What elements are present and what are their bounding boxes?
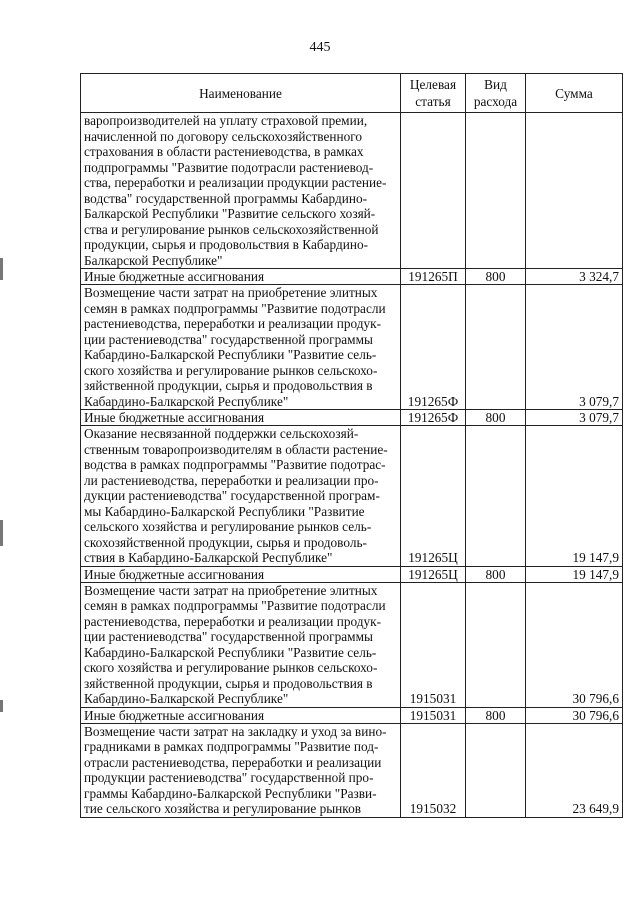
row-name-cell <box>81 707 401 723</box>
column-header-sum-text: Сумма <box>555 85 593 101</box>
row-name-line: Иные бюджетные ассигнования <box>84 269 265 284</box>
row-name-line: растениеводства, переработки и реализации продук- <box>84 316 382 331</box>
row-name-line: ли растениеводства, переработки и реализации про- <box>84 472 379 488</box>
row-kind-cell <box>466 285 526 410</box>
row-sum-cell: 19 147,9 <box>526 426 623 567</box>
table-row <box>81 269 623 285</box>
row-name-line: варопроизводителей на уплату страховой премии, <box>84 113 368 128</box>
row-code-cell: 191265Ф <box>401 285 466 410</box>
row-code-cell: 191265Ц <box>401 566 466 582</box>
row-name-line: Кабардино-Балкарской Республики "Развитие сель- <box>84 644 377 660</box>
row-name-line: водства" государственной программы Кабардино- <box>84 190 368 206</box>
row-name-cell <box>81 285 401 410</box>
row-name-line: Возмещение части затрат на приобретение элитных <box>84 285 378 300</box>
row-kind-cell <box>466 582 526 707</box>
row-name-cell <box>81 582 401 707</box>
row-name-line: Иные бюджетные ассигнования <box>84 410 265 425</box>
row-name-line: ственным товаропроизводителям в области растение- <box>84 441 388 457</box>
row-name-cell <box>81 566 401 582</box>
row-name-cell <box>81 426 401 567</box>
row-code-cell: 1915031 <box>401 582 466 707</box>
table-row <box>81 410 623 426</box>
row-name-cell <box>81 410 401 426</box>
column-header-code-line2: статья <box>415 94 451 109</box>
row-name-line: ского хозяйства и регулирование рынков сельскохо- <box>84 660 378 675</box>
row-name-line: сельского хозяйства и регулирование рынков сель- <box>84 519 372 534</box>
row-sum-cell <box>526 113 623 269</box>
table-row <box>81 566 623 582</box>
table-row <box>81 582 623 707</box>
row-kind-cell <box>466 426 526 567</box>
row-kind-cell: 800 <box>466 410 526 426</box>
column-header-kind-line2: расхода <box>473 94 518 109</box>
table-row <box>81 707 623 723</box>
row-name-line: зяйственной продукции, сырья и продовольствия в <box>84 675 373 691</box>
row-name-line: Балкарской Республике" <box>84 252 223 268</box>
row-name-line: начисленной по договору сельскохозяйственного <box>84 128 363 144</box>
column-header-name <box>81 74 401 113</box>
row-name-line: тие сельского хозяйства и регулирование рынков <box>84 801 361 816</box>
row-name-line: Иные бюджетные ассигнования <box>84 566 265 582</box>
row-sum-cell: 3 079,7 <box>526 285 623 410</box>
row-name-line: страхования в области растениеводства, в рамках <box>84 144 364 159</box>
row-sum-cell: 3 324,7 <box>526 269 623 285</box>
column-header-code-line1: Целевая <box>409 77 457 92</box>
row-name-cell <box>81 723 401 817</box>
row-name-line: семян в рамках подпрограммы "Развитие подотрасли <box>84 598 386 613</box>
row-name-line: продукции, сырья и продовольствия в Кабардино- <box>84 237 369 252</box>
row-name-line: дукции растениеводства" государственной програм- <box>84 488 380 503</box>
column-header-name-text: Наименование <box>199 85 282 101</box>
row-name-line: Кабардино-Балкарской Республики "Развитие сель- <box>84 347 377 362</box>
row-name-line: семян в рамках подпрограммы "Развитие подотрасли <box>84 300 386 316</box>
row-name-line: продукции растениеводства" государственной про- <box>84 770 374 785</box>
row-name-line: ства, переработки и реализации продукции растение- <box>84 175 387 190</box>
row-code-cell: 1915032 <box>401 723 466 817</box>
table-header-row <box>81 74 623 113</box>
row-name-line: водства в рамках подпрограммы "Развитие подотрас- <box>84 457 386 472</box>
table-row <box>81 113 623 269</box>
row-name-line: ции растениеводства" государственной программы <box>84 629 373 644</box>
row-name-line: Возмещение части затрат на приобретение элитных <box>84 582 378 598</box>
row-name-line: растениеводства, переработки и реализации продук- <box>84 613 382 629</box>
row-name-line: Кабардино-Балкарской Республике" <box>84 393 289 409</box>
row-code-cell: 191265Ф <box>401 410 466 426</box>
table-row <box>81 285 623 410</box>
row-name-line: Балкарской Республики "Развитие сельского хозяй- <box>84 206 376 221</box>
column-header-sum <box>526 74 623 113</box>
row-name-line: Кабардино-Балкарской Республике" <box>84 691 289 706</box>
row-name-cell <box>81 113 401 269</box>
row-name-cell <box>81 269 401 285</box>
row-name-line: Возмещение части затрат на закладку и уход за вино- <box>84 723 387 739</box>
row-sum-cell: 3 079,7 <box>526 410 623 426</box>
row-sum-cell: 23 649,9 <box>526 723 623 817</box>
row-name-line: ства и регулирование рынков сельскохозяйственной <box>84 221 379 237</box>
row-sum-cell: 30 796,6 <box>526 582 623 707</box>
row-kind-cell <box>466 723 526 817</box>
row-kind-cell: 800 <box>466 269 526 285</box>
row-kind-cell <box>466 113 526 269</box>
row-name-line: ского хозяйства и регулирование рынков сельскохо- <box>84 362 378 378</box>
table-row <box>81 426 623 567</box>
scan-edge-mark <box>0 520 3 546</box>
row-code-cell: 1915031 <box>401 707 466 723</box>
row-name-line: Оказание несвязанной поддержки сельскохозяй- <box>84 426 359 441</box>
row-sum-cell: 30 796,6 <box>526 707 623 723</box>
row-code-cell <box>401 113 466 269</box>
page-number: 445 <box>309 40 331 55</box>
row-name-line: отрасли растениеводства, переработки и реализации <box>84 754 382 770</box>
row-kind-cell: 800 <box>466 707 526 723</box>
row-name-line: зяйственной продукции, сырья и продовольствия в <box>84 378 373 393</box>
row-sum-cell: 19 147,9 <box>526 566 623 582</box>
row-code-cell: 191265П <box>401 269 466 285</box>
row-name-line: мы Кабардино-Балкарской Республики "Развитие <box>84 503 365 519</box>
row-name-line: ствия в Кабардино-Балкарской Республике" <box>84 550 333 565</box>
column-header-code <box>401 74 466 113</box>
row-kind-cell: 800 <box>466 566 526 582</box>
row-name-line: градниками в рамках подпрограммы "Развитие под- <box>84 739 379 754</box>
scan-edge-mark <box>0 258 3 280</box>
row-name-line: Иные бюджетные ассигнования <box>84 707 265 723</box>
column-header-kind-line1: Вид <box>484 77 507 92</box>
column-header-kind <box>466 74 526 113</box>
row-name-line: скохозяйственной продукции, сырья и продоволь- <box>84 534 367 550</box>
row-name-line: ции растениеводства" государственной программы <box>84 331 373 347</box>
table-row <box>81 723 623 817</box>
row-name-line: граммы Кабардино-Балкарской Республики "Разви- <box>84 785 377 801</box>
budget-table <box>80 73 623 818</box>
row-code-cell: 191265Ц <box>401 426 466 567</box>
row-name-line: подпрограммы "Развитие подотрасли растениевод- <box>84 159 374 175</box>
scan-edge-mark <box>0 700 3 712</box>
